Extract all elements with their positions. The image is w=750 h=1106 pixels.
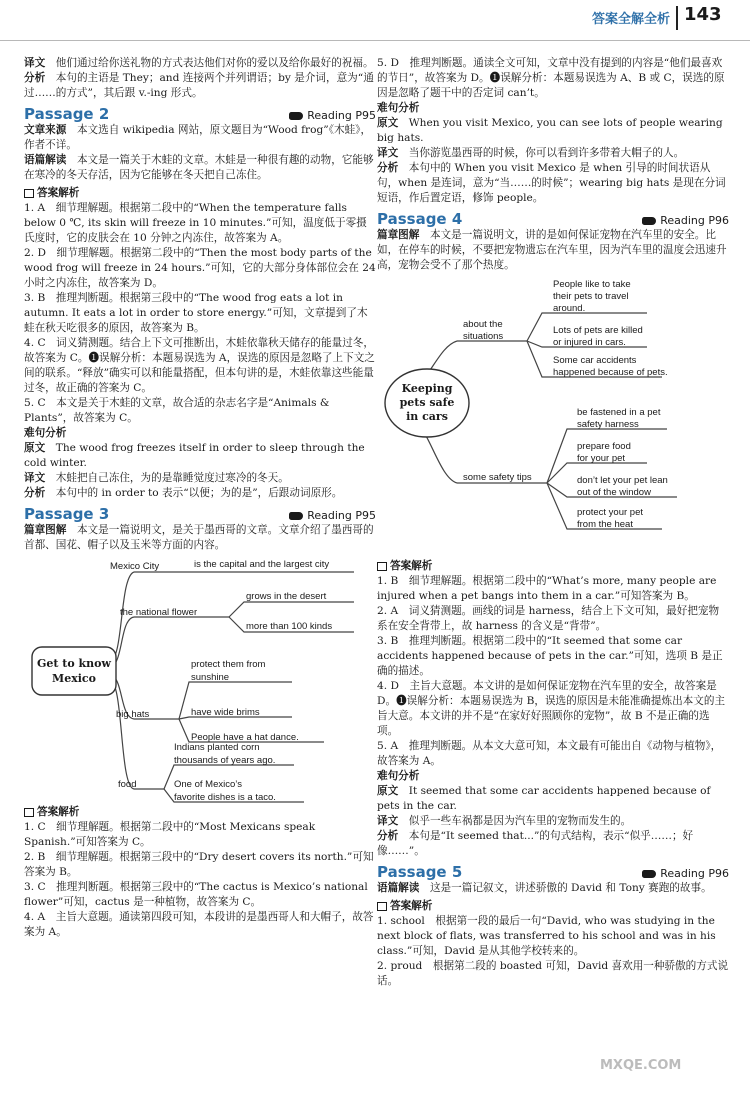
map-center-label: Keeping bbox=[401, 382, 453, 395]
answer-item: 2. proud 根据第二段的 boasted 可知，David 喜欢用一种骄傲的方式说话。 bbox=[377, 960, 729, 987]
passage-title: Passage 5 bbox=[377, 863, 463, 881]
page-number: 143 bbox=[684, 4, 722, 25]
map-leaf: One of Mexico’s bbox=[174, 779, 242, 790]
right-column bbox=[377, 56, 729, 989]
left-column bbox=[24, 56, 376, 940]
map-leaf: Indians planted corn bbox=[174, 742, 260, 753]
answers-heading: 答案解析 bbox=[24, 805, 376, 820]
map-branch: about the bbox=[463, 319, 503, 330]
answer-item: 4. D 主旨大意题。本文讲的是如何保证宠物在汽车里的安全，故答案是 D。❶误解分析：本题易误选为 B，误选的原因是未能准确提炼出本文的主旨大意。本文讲的并不是“在家好好照顾你的宠物”，故 B 不是正确的选项。 bbox=[377, 680, 726, 737]
map-branch: big hats bbox=[116, 709, 150, 720]
map-leaf: Some car accidents bbox=[553, 355, 637, 366]
map-leaf: from the heat bbox=[577, 519, 633, 530]
map-branch: the national flower bbox=[120, 607, 198, 618]
pets-mind-map bbox=[377, 277, 729, 547]
watermark: MXQE.COM bbox=[600, 1058, 682, 1073]
map-leaf: have wide brims bbox=[191, 707, 260, 718]
sentence-analysis: 分析 本句中的 in order to 表示“以便；为的是”，后跟动词原形。 bbox=[24, 487, 343, 499]
map-center-label: Mexico bbox=[52, 672, 96, 685]
map-leaf: safety harness bbox=[577, 419, 639, 430]
hard-sentence-heading: 难句分析 bbox=[24, 427, 67, 439]
translated-sentence: 译文 木蛙把自己冻住，为的是靠睡觉度过寒冷的冬天。 bbox=[24, 472, 289, 484]
map-leaf: People like to take bbox=[553, 279, 631, 290]
header-title: 答案全解全析 bbox=[592, 12, 671, 27]
map-leaf: don’t let your pet lean bbox=[577, 475, 668, 486]
map-leaf: protect them from bbox=[191, 659, 266, 670]
answer-item: 3. B 推理判断题。根据第三段中的“The wood frog eats a lot in autumn. It eats a lot in order to store energy.”可知，文章提到了木蛙在秋天吃很多的原因，故答案为 B。 bbox=[24, 292, 368, 334]
answer-item: 3. C 推理判断题。根据第三段中的“The cactus is Mexico’s national flower”可知，cactus 是一种植物，故答案为 C。 bbox=[24, 881, 368, 908]
passage-title: Passage 4 bbox=[377, 210, 463, 228]
map-leaf: Lots of pets are killed bbox=[553, 325, 643, 336]
answer-item: 4. C 词义猜测题。结合上下文可推断出，木蛙依靠秋天储存的能量过冬，故答案为 C。❶误解分析：本题易误选为 A，误选的原因是忽略了上下文之间的联系。“释放”确实可以和能量搭配，但本句讲的是，木蛙依靠这些能量过冬，故正确的答案为 C。 bbox=[24, 337, 375, 394]
map-center-label: pets safe bbox=[399, 396, 455, 409]
map-center-label: Get to know bbox=[37, 657, 111, 670]
map-center-label: in cars bbox=[406, 410, 448, 423]
answer-item: 2. D 细节理解题。根据第二段中的“Then the most body parts of the wood frog will freeze in 24 hours.”可知，它的大部分身体部位会在 24 小时之内冻住，故答案为 D。 bbox=[24, 247, 376, 289]
map-leaf: protect your pet bbox=[577, 507, 644, 518]
map-leaf: People have a hat dance. bbox=[191, 732, 299, 743]
lock-icon bbox=[377, 562, 387, 571]
page-header bbox=[0, 0, 750, 42]
answer-item: 1. school 根据第一段的最后一句“David, who was studying in the next block of flats, was transferred to his school and was in his class.”可知，David 是从其他学校转来的。 bbox=[377, 915, 716, 957]
mexico-mind-map bbox=[24, 557, 376, 803]
map-leaf: grows in the desert bbox=[246, 591, 327, 602]
lock-icon bbox=[377, 902, 387, 911]
lock-icon bbox=[24, 189, 34, 198]
answer-item: 2. B 细节理解题。根据第三段中的“Dry desert covers its north.”可知答案为 B。 bbox=[24, 851, 374, 878]
lock-icon bbox=[24, 808, 34, 817]
passage-4-heading bbox=[377, 212, 729, 228]
map-leaf: prepare food bbox=[577, 441, 631, 452]
original-sentence: 原文 When you visit Mexico, you can see lots of people wearing big hats. bbox=[377, 117, 723, 144]
header-rule bbox=[0, 40, 750, 41]
answer-item: 1. C 细节理解题。根据第二段中的“Most Mexicans speak Spanish.”可知答案为 C。 bbox=[24, 821, 316, 848]
map-leaf: happened because of pets. bbox=[553, 367, 668, 378]
hand-pointer-icon bbox=[642, 217, 656, 225]
reading-summary: 语篇解读 这是一篇记叙文，讲述骄傲的 David 和 Tony 赛跑的故事。 bbox=[377, 882, 712, 894]
reading-ref: Reading P95 bbox=[289, 508, 376, 523]
answer-item: 2. A 词义猜测题。画线的词是 harness，结合上下文可知，最好把宠物系在安全背带上，故 harness 的含义是“背带”。 bbox=[377, 605, 720, 632]
map-leaf: is the capital and the largest city bbox=[194, 559, 330, 570]
answers-heading: 答案解析 bbox=[24, 186, 376, 201]
map-leaf: for your pet bbox=[577, 453, 626, 464]
answer-item: 3. B 推理判断题。根据第二段中的“It seemed that some car accidents happened because of pets in the car.”可知，选项 B 是正确的描述。 bbox=[377, 635, 723, 677]
original-sentence: 原文 The wood frog freezes itself in order to sleep through the cold winter. bbox=[24, 442, 365, 469]
passage-2-heading bbox=[24, 107, 376, 123]
answer-item: 5. A 推理判断题。从本文大意可知，本文最有可能出自《动物与植物》，故答案为 A。 bbox=[377, 740, 722, 767]
map-leaf: more than 100 kinds bbox=[246, 621, 333, 632]
header-separator bbox=[676, 6, 678, 30]
answer-item: 1. A 细节理解题。根据第二段中的“When the temperature falls below 0 ℃, its skin will freeze in 10 minutes.”可知，温度低于零摄氏度时，它的皮肤会在 10 分钟之内冻住，故答案为 A。 bbox=[24, 202, 367, 244]
reading-summary: 语篇解读 本文是一篇关于木蛙的文章。木蛙是一种很有趣的动物，它能够在寒冷的冬天存活，因为它能够在冬天把自己冻住。 bbox=[24, 154, 374, 181]
map-branch: situations bbox=[463, 331, 504, 342]
answer-item: 4. A 主旨大意题。通读第四段可知，本段讲的是墨西哥人和大帽子，故答案为 A。 bbox=[24, 911, 374, 938]
map-leaf: or injured in cars. bbox=[553, 337, 626, 348]
answers-heading: 答案解析 bbox=[377, 899, 729, 914]
passage-3-heading bbox=[24, 507, 376, 523]
translation-paragraph: 译文 他们通过给你送礼物的方式表达他们对你的爱以及给你最好的祝福。 bbox=[24, 57, 374, 69]
map-branch: some safety tips bbox=[463, 472, 532, 483]
hard-sentence-heading: 难句分析 bbox=[377, 770, 420, 782]
hand-pointer-icon bbox=[642, 870, 656, 878]
sentence-analysis: 分析 本句中的 When you visit Mexico 是 when 引导的时间状语从句，when 是连词，意为“当……的时候”；wearing big hats 是现在分词短语，作后置定语，修饰 people。 bbox=[377, 162, 726, 204]
analysis-paragraph: 分析 本句的主语是 They；and 连接两个并列谓语；by 是介词，意为“通过……的方式”，其后跟 v.-ing 形式。 bbox=[24, 72, 374, 99]
map-leaf: their pets to travel bbox=[553, 291, 629, 302]
reading-summary: 篇章图解 本文是一篇说明文，讲的是如何保证宠物在汽车里的安全。比如，在停车的时候，不要把宠物遗忘在汽车里，因为汽车里的温度会迅速升高，宠物会受不了那个热度。 bbox=[377, 229, 727, 271]
map-leaf: favorite dishes is a taco. bbox=[174, 792, 276, 803]
answer-item: 5. C 本文是关于木蛙的文章，故合适的杂志名字是“Animals & Plants”，故答案为 C。 bbox=[24, 397, 330, 424]
map-branch: food bbox=[118, 779, 137, 790]
reading-ref: Reading P95 bbox=[289, 108, 376, 123]
translated-sentence: 译文 似乎一些车祸都是因为汽车里的宠物而发生的。 bbox=[377, 815, 632, 827]
map-leaf: thousands of years ago. bbox=[174, 755, 276, 766]
sentence-analysis: 分析 本句是“It seemed that...”的句式结构，表示“似乎……；好像……”。 bbox=[377, 830, 694, 857]
map-branch: Mexico City bbox=[110, 561, 160, 572]
reading-summary: 篇章图解 本文是一篇说明文，是关于墨西哥的文章。文章介绍了墨西哥的首都、国花、帽子以及玉米等方面的内容。 bbox=[24, 524, 374, 551]
map-leaf: sunshine bbox=[191, 672, 230, 683]
answers-heading: 答案解析 bbox=[377, 559, 729, 574]
hard-sentence-heading: 难句分析 bbox=[377, 102, 420, 114]
map-leaf: out of the window bbox=[577, 487, 651, 498]
original-sentence: 原文 It seemed that some car accidents happened because of pets in the car. bbox=[377, 785, 711, 812]
hand-pointer-icon bbox=[289, 512, 303, 520]
source-paragraph: 文章来源 本文选自 wikipedia 网站，原文题目为“Wood frog”《木蛙》，作者不详。 bbox=[24, 124, 372, 151]
answer-item: 5. D 推理判断题。通读全文可知，文章中没有提到的内容是“他们最喜欢的节日”，故答案为 D。❶误解分析：本题易误选为 A、B 或 C，误选的原因是忽略了题干中的否定词 can’t。 bbox=[377, 57, 725, 99]
passage-5-heading bbox=[377, 865, 729, 881]
passage-title: Passage 3 bbox=[24, 505, 110, 523]
map-leaf: be fastened in a pet bbox=[577, 407, 661, 418]
answer-item: 1. B 细节理解题。根据第二段中的“What’s more, many people are injured when a pet bangs into them in a car.”可知答案为 B。 bbox=[377, 575, 717, 602]
passage-title: Passage 2 bbox=[24, 105, 110, 123]
map-leaf: around. bbox=[553, 303, 586, 314]
translated-sentence: 译文 当你游览墨西哥的时候，你可以看到许多带着大帽子的人。 bbox=[377, 147, 685, 159]
hand-pointer-icon bbox=[289, 112, 303, 120]
reading-ref: Reading P96 bbox=[642, 866, 729, 881]
reading-ref: Reading P96 bbox=[642, 213, 729, 228]
